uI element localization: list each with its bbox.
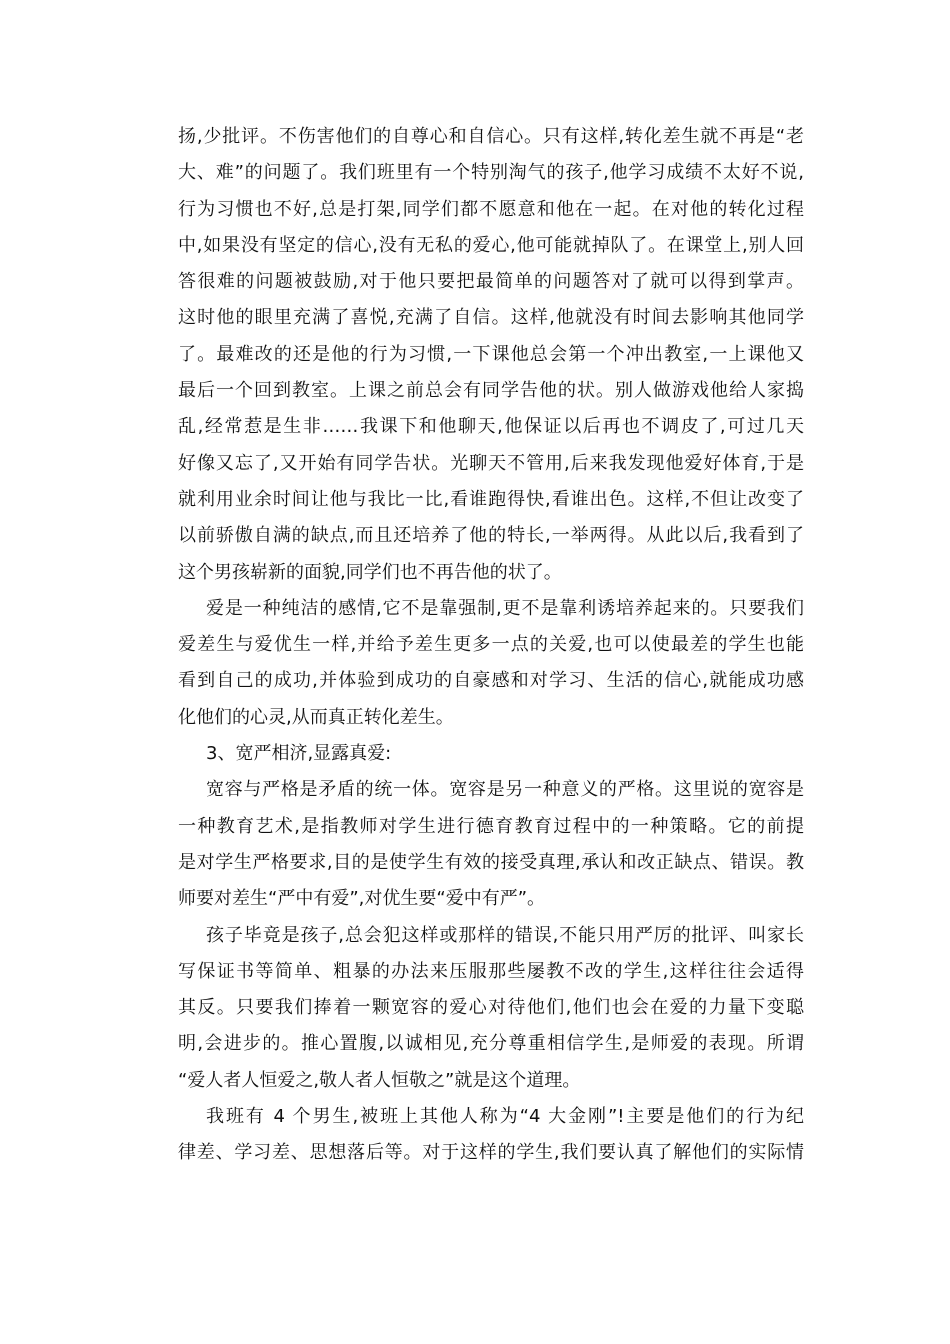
text-line: 大、难”的问题了。我们班里有一个特别淘气的孩子,他学习成绩不太好不说, [178,162,804,184]
text-line: 孩子毕竟是孩子,总会犯这样或那样的错误,不能只用严厉的批评、叫家长 [206,924,804,946]
text-line: 看到自己的成功,并体验到成功的自豪感和对学习、生活的信心,就能成功感 [178,670,804,692]
text-line: 答很难的问题被鼓励,对于他只要把最简单的问题答对了就可以得到掌声。 [178,271,804,293]
paragraph [178,119,804,591]
text-line: 乱,经常惹是生非……我课下和他聊天,他保证以后再也不调皮了,可过几天 [178,416,804,438]
text-line: 就利用业余时间让他与我比一比,看谁跑得快,看谁出色。这样,不但让改变了 [178,488,804,510]
text-line: 我班有 4 个男生,被班上其他人称为“4 大金刚”!主要是他们的行为纪 [206,1106,804,1128]
text-line: 了。最难改的还是他的行为习惯,一下课他总会第一个冲出教室,一上课他又 [178,343,804,365]
document-body [178,119,804,1172]
text-line: 爱差生与爱优生一样,并给予差生更多一点的关爱,也可以使最差的学生也能 [178,634,804,656]
text-line: 是对学生严格要求,目的是使学生有效的接受真理,承认和改正缺点、错误。教 [178,851,804,873]
text-line: 扬,少批评。不伤害他们的自尊心和自信心。只有这样,转化差生就不再是“老 [178,126,804,147]
text-line: 一种教育艺术,是指教师对学生进行德育教育过程中的一种策略。它的前提 [178,815,804,837]
text-line: 宽容与严格是矛盾的统一体。宽容是另一种意义的严格。这里说的宽容是 [206,779,804,801]
text-line: 律差、学习差、思想落后等。对于这样的学生,我们要认真了解他们的实际情 [178,1142,804,1164]
text-line: 行为习惯也不好,总是打架,同学们都不愿意和他在一起。在对他的转化过程 [178,198,804,220]
text-line: 明,会进步的。推心置腹,以诚相见,充分尊重相信学生,是师爱的表现。所谓 [178,1033,804,1055]
text-line: 3、宽严相济,显露真爱: [206,743,392,765]
paragraph [178,1099,804,1172]
text-line: 最后一个回到教室。上课之前总会有同学告他的状。别人做游戏他给人家捣 [178,380,804,402]
text-line: 中,如果没有坚定的信心,没有无私的爱心,他可能就掉队了。在课堂上,别人回 [178,234,804,256]
paragraph [178,736,804,772]
text-line: 这时他的眼里充满了喜悦,充满了自信。这样,他就没有时间去影响其他同学 [178,307,804,329]
text-line: 爱是一种纯洁的感情,它不是靠强制,更不是靠利诱培养起来的。只要我们 [206,597,804,619]
text-line: 这个男孩崭新的面貌,同学们也不再告他的状了。 [178,561,562,583]
text-line: 其反。只要我们捧着一颗宽容的爱心对待他们,他们也会在爱的力量下变聪 [178,997,804,1019]
paragraph [178,918,804,1099]
text-line: 化他们的心灵,从而真正转化差生。 [178,706,454,728]
text-line: 好像又忘了,又开始有同学告状。光聊天不管用,后来我发现他爱好体育,于是 [178,452,804,474]
paragraph [178,591,804,736]
text-line: 师要对差生“严中有爱”,对优生要“爱中有严”。 [178,888,546,910]
paragraph [178,772,804,917]
text-line: 以前骄傲自满的缺点,而且还培养了他的特长,一举两得。从此以后,我看到了 [178,525,804,547]
text-line: 写保证书等简单、粗暴的办法来压服那些屡教不改的学生,这样往往会适得 [178,960,804,982]
text-line: “爱人者人恒爱之,敬人者人恒敬之”就是这个道理。 [178,1069,581,1091]
